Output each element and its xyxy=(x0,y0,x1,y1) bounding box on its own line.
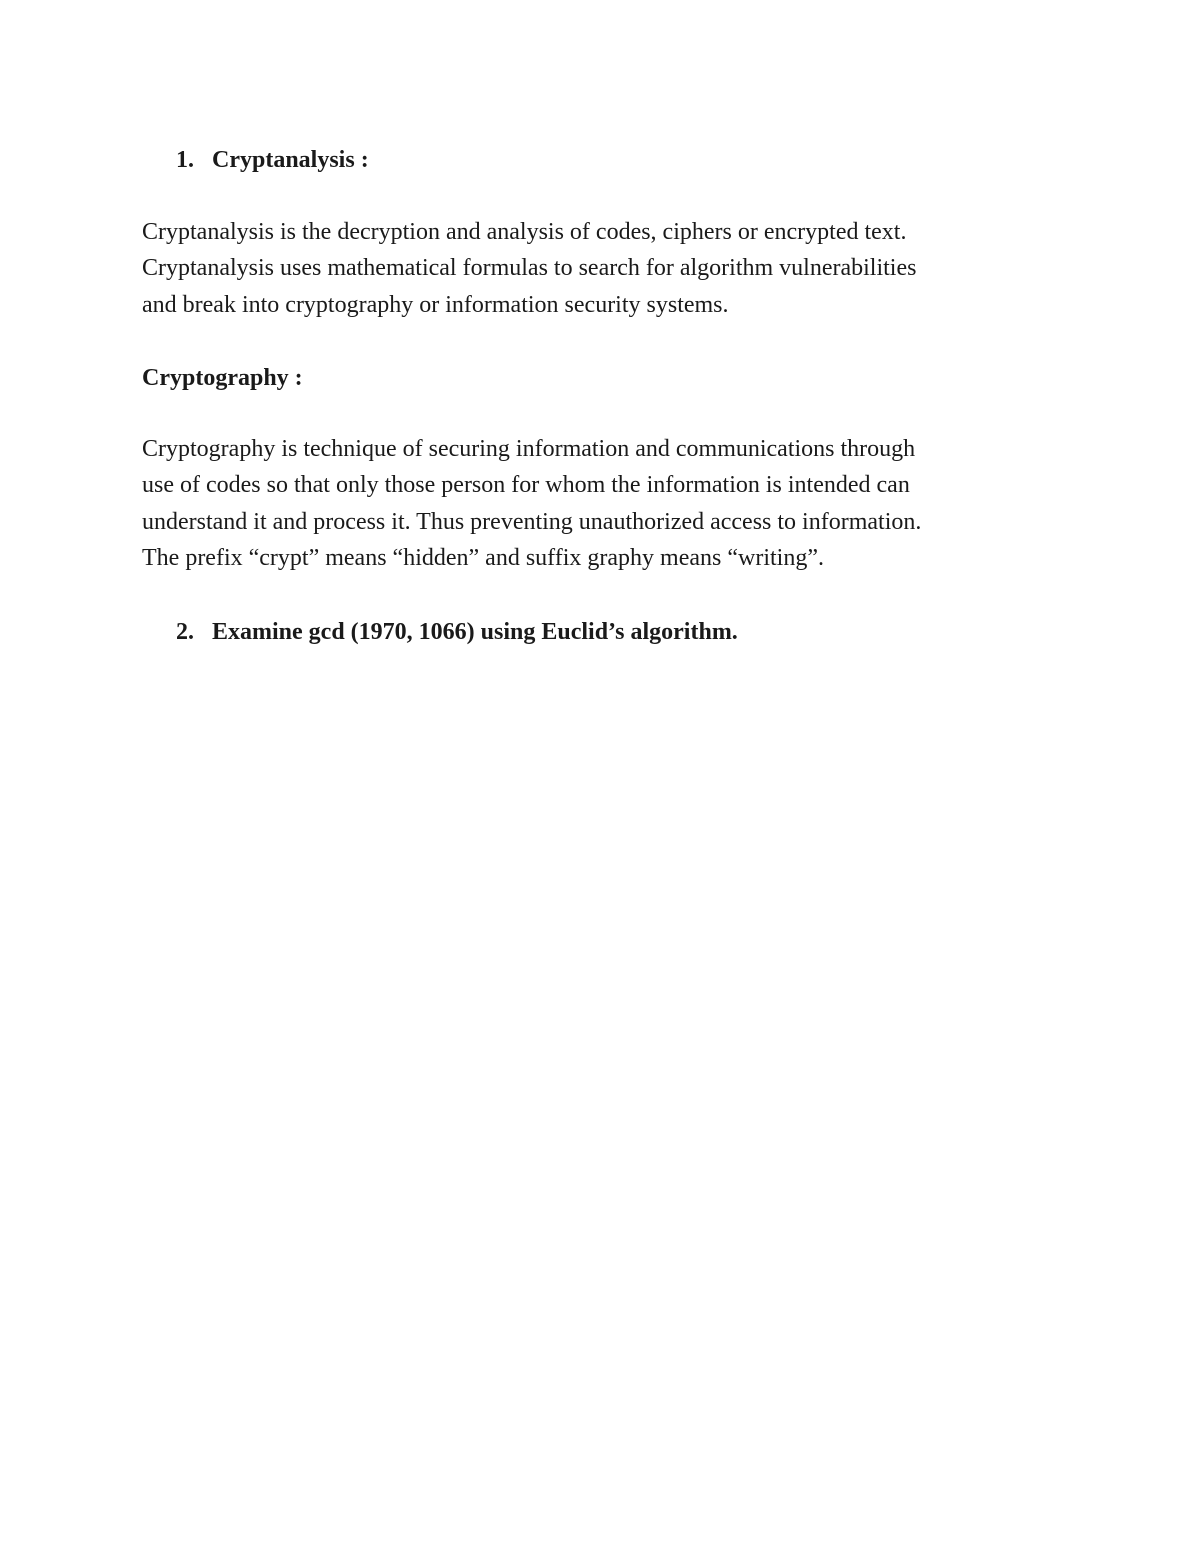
section-2-title: Examine gcd (1970, 1066) using Euclid’s algorithm. xyxy=(212,619,738,645)
section-1-title: Cryptanalysis : xyxy=(212,147,369,173)
paragraph-line: Cryptanalysis is the decryption and analysis of codes, ciphers or encrypted text. xyxy=(142,219,907,245)
paragraph-line: The prefix “crypt” means “hidden” and suffix graphy means “writing”. xyxy=(142,544,824,571)
paragraph-line: use of codes so that only those person for whom the information is intended can xyxy=(142,472,910,499)
paragraph-line: Cryptanalysis uses mathematical formulas to search for algorithm vulnerabilities xyxy=(142,255,917,282)
paragraph-line: Cryptography is technique of securing information and communications through xyxy=(142,436,916,462)
cryptanalysis-paragraph xyxy=(142,214,1062,323)
section-1-number: 1. xyxy=(176,147,194,173)
cryptography-heading: Cryptography : xyxy=(142,365,303,391)
cryptography-paragraph xyxy=(142,431,1062,576)
section-2-heading xyxy=(176,618,738,646)
section-2-number: 2. xyxy=(176,619,194,645)
paragraph-line: understand it and process it. Thus preventing unauthorized access to information. xyxy=(142,508,922,535)
section-1-heading xyxy=(176,146,369,174)
paragraph-line: and break into cryptography or information security systems. xyxy=(142,291,729,318)
